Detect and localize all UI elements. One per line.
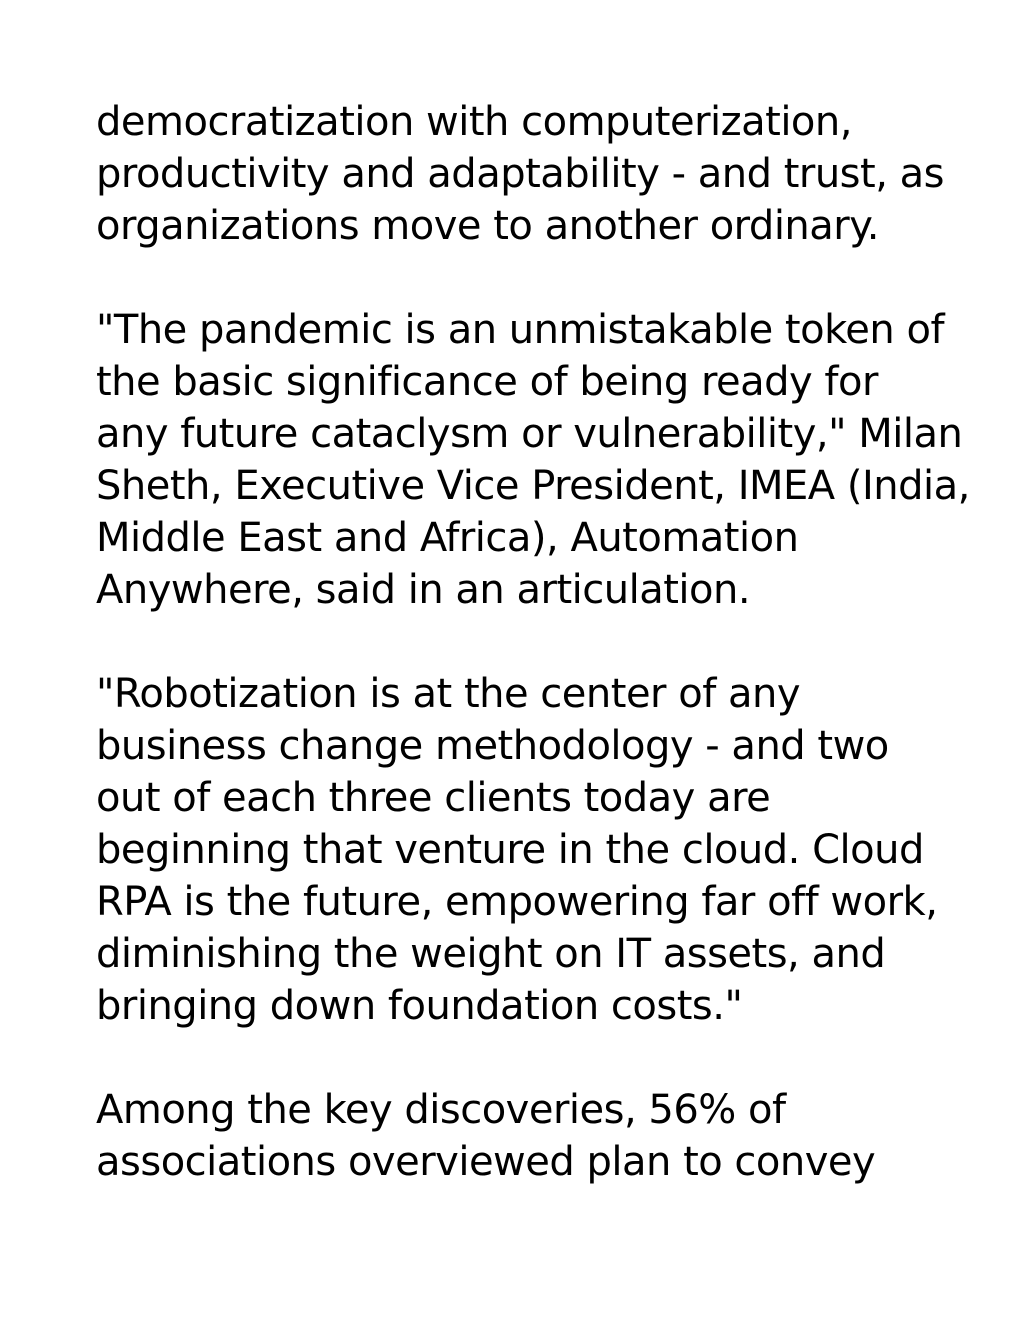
text-line: the basic significance of being ready for bbox=[96, 359, 878, 405]
paragraph-4 bbox=[96, 1084, 956, 1188]
text-line: productivity and adaptability - and trust, as bbox=[96, 151, 944, 197]
paragraph-1 bbox=[96, 96, 956, 252]
text-line: bringing down foundation costs." bbox=[96, 983, 743, 1029]
paragraph-2-quote bbox=[96, 304, 970, 616]
text-line: diminishing the weight on IT assets, and bbox=[96, 931, 886, 977]
text-line: any future cataclysm or vulnerability," Milan bbox=[96, 411, 963, 457]
text-line: business change methodology - and two bbox=[96, 723, 889, 769]
text-line: "Robotization is at the center of any bbox=[96, 671, 801, 717]
text-line: associations overviewed plan to convey bbox=[96, 1139, 876, 1185]
text-line: out of each three clients today are bbox=[96, 775, 771, 821]
text-line: Among the key discoveries, 56% of bbox=[96, 1087, 786, 1133]
text-line: "The pandemic is an unmistakable token of bbox=[96, 307, 945, 353]
text-line: Anywhere, said in an articulation. bbox=[96, 567, 751, 613]
text-line: democratization with computerization, bbox=[96, 99, 852, 145]
text-line: RPA is the future, empowering far off work, bbox=[96, 879, 938, 925]
paragraph-3-quote bbox=[96, 668, 956, 1032]
text-line: beginning that venture in the cloud. Cloud bbox=[96, 827, 924, 873]
text-line: Sheth, Executive Vice President, IMEA (India, bbox=[96, 463, 970, 509]
text-line: organizations move to another ordinary. bbox=[96, 203, 879, 249]
document-page bbox=[96, 96, 970, 1240]
text-line: Middle East and Africa), Automation bbox=[96, 515, 799, 561]
